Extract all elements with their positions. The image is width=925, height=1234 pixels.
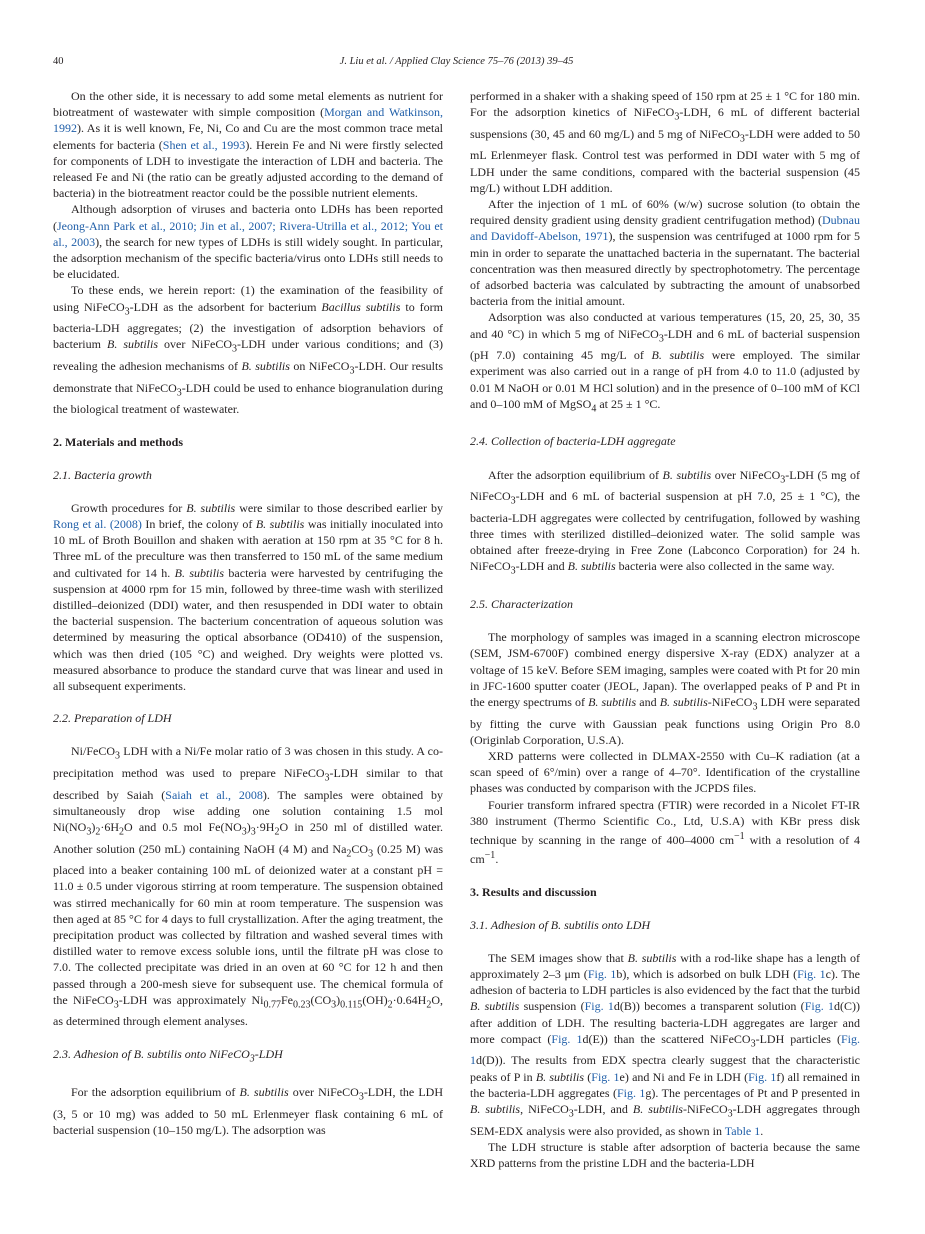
subscript: 2 bbox=[426, 999, 432, 1011]
journal-citation: J. Liu et al. / Applied Clay Science 75–76 (2013) 39–45 bbox=[339, 56, 574, 67]
text-run: For the adsorption equilibrium of bbox=[71, 1085, 240, 1100]
subscript: 3 bbox=[86, 826, 92, 838]
text-run: Although adsorption of viruses and bacteria onto LDHs has been reported ( bbox=[53, 202, 443, 233]
text-run: bacteria were also collected in the same way. bbox=[615, 559, 835, 574]
italic-text: B. subtilis bbox=[106, 337, 158, 352]
text-run: -LDH under various conditions; and (3) revealing the adhesion mechanisms of bbox=[53, 337, 443, 374]
subscript: 3 bbox=[115, 750, 121, 762]
subscript: 3 bbox=[124, 306, 130, 318]
text-run: (0.25 M) was placed into a beaker containing 100 mL of deionized water at a constant pH = 11.0 ± 0.5 under vigorous stirring at room temperature. The suspension obtained was stirred mechanically for 60 min at room temperature. The suspension was then aged at 85 °C for 4 days to full crystallization. After the aging treatment, the precipitation product was collected by filtration and washed several times with distilled water to remove excess soluble ions, until the filtrate pH was close to 7.0. The collected precipitate was dried in an oven at 60 °C for 12 h and then passed through a 200-mesh sieve for subsequent use. The chemical formula of the NiFeCO bbox=[53, 841, 444, 1007]
text-run: LDH were separated by fitting the curve with Gaussian peak functions using Origin Pro 8.0 (Originlab Corporation, U.S.A). bbox=[470, 695, 860, 747]
text-run: The SEM images show that bbox=[488, 950, 628, 965]
text-run: b), which is adsorbed on bulk LDH ( bbox=[616, 967, 798, 982]
italic-text: B. subtilis bbox=[255, 517, 305, 532]
text-run: Ni/FeCO bbox=[71, 744, 116, 759]
text-run: ), the search for new types of LDHs is still widely sought. In particular, the adsorption mechanism of the specific bacteria/virus onto LDHs still needs to be elucidated. bbox=[53, 234, 443, 282]
text-run: (CO bbox=[310, 992, 332, 1007]
italic-text: B. subtilis bbox=[470, 1102, 521, 1117]
text-run: , NiFeCO bbox=[520, 1102, 569, 1117]
subscript: 3 bbox=[331, 999, 337, 1011]
italic-text: B. subtilis bbox=[567, 559, 616, 574]
reference-link[interactable]: Fig. 1 bbox=[797, 967, 826, 982]
paragraph bbox=[470, 629, 860, 748]
text-run: . bbox=[495, 852, 499, 867]
subscript: 0.115 bbox=[340, 999, 363, 1011]
paragraph bbox=[470, 797, 860, 868]
paragraph bbox=[470, 950, 860, 1139]
italic-text: B. subtilis bbox=[470, 999, 520, 1014]
paragraph bbox=[53, 88, 443, 201]
text-run: -LDH and 6 mL of bacterial suspension (pH 7.0) containing 45 mg/L of bbox=[470, 326, 860, 363]
paragraph bbox=[470, 467, 860, 580]
subscript: 2 bbox=[119, 826, 124, 838]
text-run: over NiFeCO bbox=[711, 467, 781, 482]
text-run: ) bbox=[336, 992, 341, 1007]
subscript: 3 bbox=[176, 387, 182, 399]
reference-link[interactable]: Fig. 1 bbox=[616, 1085, 646, 1100]
italic-text: B. subtilis bbox=[241, 359, 290, 374]
text-run: over NiFeCO bbox=[158, 337, 232, 352]
text-run: ·9H bbox=[255, 820, 275, 835]
subsection-heading: 2.1. Bacteria growth bbox=[53, 467, 152, 482]
text-run: -LDH aggregates through SEM-EDX analysis were also provided, as shown in bbox=[470, 1102, 861, 1138]
reference-link[interactable]: Rong et al. (2008) bbox=[53, 517, 142, 532]
subscript: 3 bbox=[249, 1053, 255, 1065]
text-run: -LDH (5 mg of NiFeCO bbox=[470, 467, 860, 504]
subscript: 3 bbox=[674, 111, 680, 123]
text-run: The LDH structure is stable after adsorption of bacteria because the same XRD patterns from the pristine LDH and the bacteria-LDH bbox=[470, 1139, 860, 1171]
reference-link[interactable]: Table 1 bbox=[724, 1123, 761, 1138]
italic-text: B. subtilis bbox=[632, 1102, 683, 1117]
italic-text: B. subtilis bbox=[651, 348, 705, 363]
text-run: d(D)). The results from EDX spectra clearly suggest that the characteristic peaks of P in bbox=[470, 1053, 860, 1084]
subscript: 3 bbox=[739, 133, 745, 145]
text-run: to form bacteria-LDH aggregates; (2) the investigation of adsorption behaviors of bacterium bbox=[53, 299, 443, 352]
subscript: 3 bbox=[750, 1038, 756, 1050]
text-run: were employed. The similar experiment was also carried out in a range of pH from 4.0 to 11.0 (adjusted by 0.01 M NaOH or 0.01 M HCl solution) and in the presence of 0–100 mM of KCl and 0–100 mM of MgSO bbox=[470, 348, 860, 411]
text-run: at 25 ± 1 °C. bbox=[596, 396, 661, 411]
text-run: -LDH. Our results demonstrate that NiFeCO bbox=[53, 359, 443, 395]
text-run: -LDH could be used to enhance biogranulation during the biological treatment of wastewater. bbox=[53, 380, 444, 417]
paragraph bbox=[470, 1139, 860, 1171]
subscript: 3 bbox=[727, 1108, 733, 1120]
text-run: suspension ( bbox=[519, 999, 585, 1014]
subscript: 3 bbox=[349, 365, 355, 377]
text-run: -NiFeCO bbox=[707, 695, 753, 710]
reference-link[interactable]: Fig. 1 bbox=[748, 1069, 777, 1084]
reference-link[interactable]: Morgan and Watkinson, 1992 bbox=[53, 105, 443, 136]
text-run: (OH) bbox=[362, 992, 388, 1007]
italic-text: B. subtilis bbox=[588, 695, 637, 710]
text-run: Growth procedures for bbox=[71, 500, 187, 515]
text-run: O in 250 ml of distilled water. Another solution (250 mL) containing NaOH (4 M) and Na bbox=[53, 820, 443, 856]
text-run: -LDH and 6 mL of bacterial suspension at pH 7.0, 25 ± 1 °C), the bacteria-LDH aggregates were collected by centrifugation, followed by washing three times with sterilized distilled–deionized water. The solid sample was obtained after freeze-drying in Free Zone (Labconco Corporation) for 24 h. NiFeCO bbox=[470, 489, 860, 574]
page-number: 40 bbox=[53, 56, 64, 67]
subscript: 3 bbox=[324, 772, 330, 784]
text-run: After the adsorption equilibrium of bbox=[488, 467, 663, 482]
text-run: . bbox=[760, 1123, 764, 1138]
text-run: bacteria were harvested by centrifuging the suspension at 4000 rpm for 15 min, followed by three-time wash with sterilized distilled–deionized (DDI) water, and then resuspended in DDI water to obtain the bacterial suspension. The bacterium concentration of aqueous solution was determined by measuring the optical absorbance (OD410) of the suspension, which was then dried (105 °C) and weighed. Dry weights were plotted vs. measured absorbance to produce the standard curve that was linear and used in all subsequent experiments. bbox=[53, 565, 443, 694]
text-run: Fe bbox=[281, 992, 293, 1007]
subscript: 3 bbox=[752, 701, 758, 713]
text-run: The morphology of samples was imaged in a scanning electron microscope (SEM, JSM-6700F) combined energy dispersive X-ray (EDX) analyzer at a voltage of 15 keV. Before SEM imaging, samples were coated with Pt for 20 min in JFC-1600 sputter coater (JEOL, Japan). The overlapped peaks of P and Pt in the energy spectrums of bbox=[470, 630, 860, 710]
paragraph bbox=[470, 309, 860, 417]
text-run: ·6H bbox=[100, 820, 119, 835]
text-run: d(B)) becomes a transparent solution ( bbox=[613, 999, 805, 1014]
subsection-heading: 2.4. Collection of bacteria-LDH aggregate bbox=[470, 434, 676, 449]
text-run: -LDH, the LDH (3, 5 or 10 mg) was added to 50 mL Erlenmeyer flask containing 6 mL of bacterial suspension (10–150 mg/L). The adsorption was bbox=[53, 1085, 443, 1138]
text-run: f) all remained in the bacteria-LDH aggregates ( bbox=[470, 1069, 861, 1100]
subsection-heading: 2.2. Preparation of LDH bbox=[53, 711, 172, 726]
text-run: -LDH as the adsorbent for bacterium bbox=[129, 299, 322, 314]
reference-link[interactable]: Shen et al., 1993 bbox=[162, 137, 246, 152]
text-run: -LDH particles ( bbox=[755, 1031, 841, 1046]
subscript: 3 bbox=[250, 826, 256, 838]
subscript: 2 bbox=[387, 999, 393, 1011]
subscript: 3 bbox=[510, 565, 516, 577]
text-run: -LDH and bbox=[515, 559, 568, 574]
reference-link[interactable]: Dubnau and Davidoff-Abelson, 1971 bbox=[470, 213, 860, 244]
subscript: 3 bbox=[232, 343, 237, 355]
paragraph bbox=[53, 500, 443, 694]
subsection-heading: 2.5. Characterization bbox=[470, 597, 574, 612]
text-run: CO bbox=[351, 841, 369, 856]
italic-text: B. subtilis bbox=[174, 565, 225, 580]
left-column bbox=[53, 88, 443, 1138]
subscript: 2 bbox=[274, 826, 280, 838]
reference-link[interactable]: Fig. 1 bbox=[587, 967, 617, 982]
text-run: To these ends, we herein report: (1) the examination of the feasibility of using NiFeCO bbox=[53, 283, 443, 314]
text-run: -LDH, 6 mL of different bacterial suspensions (30, 45 and 60 mg/L) and 5 mg of NiFeCO bbox=[470, 105, 860, 141]
text-run: Fourier transform infrared spectra (FTIR) were recorded in a Nicolet FT-IR 380 instrument (Thermo Scientific Co., Ltd, U.S.A) with KBr press disk technique by scanning in the range of 400–4000 cm bbox=[470, 797, 860, 848]
reference-link[interactable]: Saiah et al., 2008 bbox=[165, 787, 263, 802]
text-run: with a resolution of 4 cm bbox=[470, 833, 860, 867]
subscript: 3 bbox=[113, 999, 119, 1011]
italic-text: Bacillus subtilis bbox=[321, 299, 401, 314]
reference-link[interactable]: Fig. 1 bbox=[470, 1031, 860, 1068]
text-run: on NiFeCO bbox=[289, 359, 350, 374]
text-run: In brief, the colony of bbox=[141, 517, 256, 532]
subscript: 4 bbox=[591, 403, 597, 415]
reference-link[interactable]: Fig. 1 bbox=[804, 999, 834, 1014]
text-run: -LDH, and bbox=[573, 1102, 633, 1117]
text-run: ). Herein Fe and Ni were firstly selected for components of LDH to investigate the interaction of LDH and bacteria. The released Fe and Ni (the ratio can be greatly adjusted according to the demand of bacteria) in the biotreatment reactor could be the possible nutrient elements. bbox=[53, 137, 444, 201]
italic-text: B. subtilis bbox=[662, 467, 712, 482]
text-run: g). The percentages of Pt and P presented in bbox=[645, 1085, 860, 1100]
text-run: ) bbox=[91, 820, 96, 835]
text-run: LDH with a Ni/Fe molar ratio of 3 was chosen in this study. A co-precipitation method was used to prepare NiFeCO bbox=[53, 744, 443, 781]
text-run: ( bbox=[584, 1069, 592, 1084]
superscript: −1 bbox=[734, 831, 745, 843]
text-run: -LDH were added to 50 mL Erlenmeyer flask. Control test was performed in DDI water with 5 mg of LDH under the same conditions, compared with the bacterial suspension (45 mg/L) without LDH addition. bbox=[470, 126, 860, 195]
text-run: and bbox=[636, 695, 660, 710]
reference-link[interactable]: Fig. 1 bbox=[584, 999, 614, 1014]
text-run: After the injection of 1 mL of 60% (w/w) sucrose solution (to obtain the required density gradient using density gradient centrifugation method) ( bbox=[470, 197, 860, 228]
text-run: ·0.64H bbox=[392, 992, 427, 1007]
subscript: 3 bbox=[241, 826, 247, 838]
text-run: Adsorption was also conducted at various temperatures (15, 20, 25, 30, 35 and 40 °C) in which 5 mg of NiFeCO bbox=[470, 310, 860, 341]
paragraph bbox=[470, 196, 860, 309]
text-run: e) and Ni and Fe in LDH ( bbox=[619, 1069, 749, 1084]
text-run: were similar to those described earlier by bbox=[235, 500, 443, 515]
paragraph bbox=[53, 201, 443, 282]
text-run: over NiFeCO bbox=[288, 1085, 359, 1100]
text-run: O, as determined through element analyses. bbox=[53, 992, 443, 1029]
text-run: d(E)) than the scattered NiFeCO bbox=[582, 1031, 751, 1046]
subscript: 0.77 bbox=[263, 999, 281, 1011]
text-run: with a rod-like shape has a length of approximately 2–3 μm ( bbox=[470, 950, 860, 982]
text-run: performed in a shaker with a shaking speed of 150 rpm at 25 ± 1 °C for 180 min. For the adsorption kinetics of NiFeCO bbox=[470, 89, 860, 120]
reference-link[interactable]: Fig. 1 bbox=[551, 1031, 583, 1046]
paragraph bbox=[53, 1084, 443, 1138]
italic-text: B. subtilis bbox=[186, 500, 236, 515]
right-column bbox=[470, 88, 860, 1171]
subscript: 3 bbox=[568, 1108, 574, 1120]
text-run: ). As it is well known, Fe, Ni, Co and Cu are the most common trace metal elements for bacteria ( bbox=[53, 121, 443, 152]
italic-text: B. subtilis bbox=[659, 695, 708, 710]
reference-link[interactable]: Jeong-Ann Park et al., 2010; Jin et al., 2007; Rivera-Utrilla et al., 2012; You et al., 2003 bbox=[53, 218, 443, 249]
subsection-heading: 3.1. Adhesion of B. subtilis onto LDH bbox=[470, 917, 651, 932]
page-header bbox=[53, 56, 860, 72]
text-run: O and 0.5 mol Fe(NO bbox=[124, 820, 242, 835]
subscript: 3 bbox=[658, 333, 664, 345]
section-heading: 3. Results and discussion bbox=[470, 885, 597, 900]
text-run: d(C)) after addition of LDH. The resulting bacteria-LDH aggregates are larger and more compact ( bbox=[470, 999, 860, 1046]
subscript: 0.23 bbox=[293, 999, 311, 1011]
italic-text: B. subtilis bbox=[535, 1069, 585, 1084]
subscript: 3 bbox=[780, 474, 786, 486]
text-run: 2.3. Adhesion of B. subtilis onto NiFeCO bbox=[53, 1046, 250, 1061]
text-run: -LDH similar to that described by Saiah ( bbox=[53, 766, 443, 802]
subscript: 3 bbox=[358, 1091, 364, 1103]
text-run: XRD patterns were collected in DLMAX-2550 with Cu–K radiation (at a scan speed of 6°/min) over a range of 4–70°. Identification of the crystalline phases was conducted by comparison with the JCPDS files. bbox=[470, 749, 860, 796]
italic-text: B. subtilis bbox=[239, 1085, 289, 1100]
text-run: -LDH bbox=[254, 1046, 283, 1061]
subscript: 3 bbox=[368, 848, 374, 860]
paragraph bbox=[470, 88, 860, 196]
text-run: was initially inoculated into 10 mL of Broth Bouillon and shaken with aeration at 150 rpm at 35 °C for 8 h. Three mL of the preculture was then transferred to 150 mL of the same medium and cultivated for 14 h. bbox=[53, 517, 443, 580]
reference-link[interactable]: Fig. 1 bbox=[591, 1069, 620, 1084]
text-run: -NiFeCO bbox=[682, 1102, 728, 1117]
paragraph bbox=[53, 743, 443, 1029]
text-run: -LDH was approximately Ni bbox=[118, 992, 264, 1007]
text-run: ) bbox=[246, 820, 251, 835]
text-run: On the other side, it is necessary to add some metal elements as nutrient for biotreatment of wastewater with simple composition ( bbox=[53, 89, 443, 120]
subscript: 2 bbox=[346, 848, 352, 860]
paragraph bbox=[53, 282, 443, 417]
text-run: ), the suspension was centrifuged at 1000 rpm for 5 min in order to separate the unattached bacteria in the supernatant. The bacterial concentration was then measured directly by spectrophotometry. The percentage of adsorbed bacteria was calculated by subtracting the amount of unabsorbed bacteria from the initial amount. bbox=[470, 229, 861, 309]
paragraph bbox=[470, 748, 860, 797]
subscript: 3 bbox=[510, 495, 516, 507]
subscript: 2 bbox=[95, 826, 101, 838]
superscript: −1 bbox=[484, 850, 496, 862]
italic-text: B. subtilis bbox=[627, 950, 677, 965]
section-heading: 2. Materials and methods bbox=[53, 435, 183, 450]
text-run: ). The samples were obtained by simultaneously drop wise adding one solution containing 1.5 mol Ni(NO bbox=[53, 787, 444, 835]
text-run: c). The adhesion of bacteria to LDH particles is also evidenced by the fact that the turbid bbox=[470, 967, 861, 998]
subsection-heading bbox=[53, 1046, 443, 1068]
